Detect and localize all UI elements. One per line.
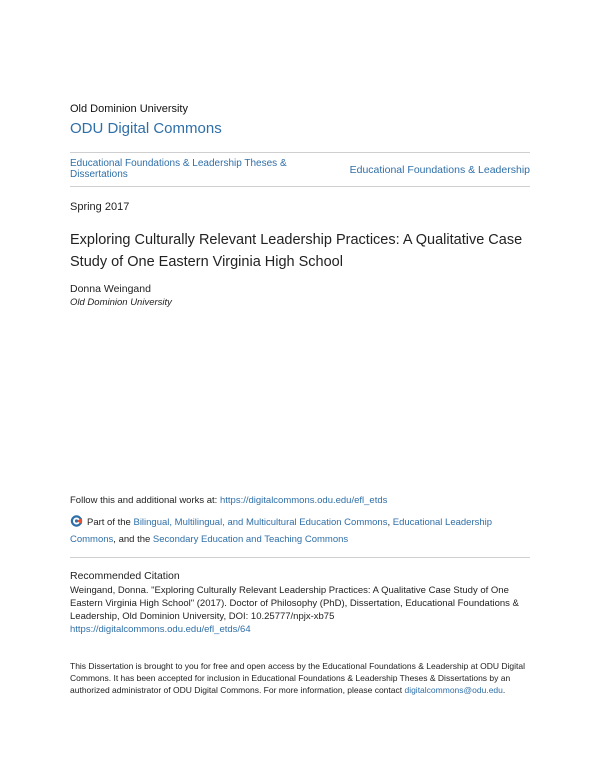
author-name: Donna Weingand (70, 283, 151, 295)
footer-notice (70, 660, 532, 696)
repository-link[interactable]: ODU Digital Commons (70, 120, 222, 137)
follow-url-link[interactable]: https://digitalcommons.odu.edu/efl_etds (219, 495, 388, 506)
citation-text: Weingand, Donna. "Exploring Culturally Relevant Leadership Practices: A Qualitative Case Study of One Eastern Virginia High School" (2017). Doctor of Philosophy (PhD), Dissertation, Educational Foundations & Leadership, Old Dominion University, DOI: 10.25777/npjx-xb75 (70, 585, 519, 622)
citation-heading: Recommended Citation (70, 570, 180, 582)
network-icon (70, 515, 83, 527)
document-title: Exploring Culturally Relevant Leadership Practices: A Qualitative Case Study of One Eastern Virginia High School (70, 232, 523, 270)
part-of-sep-1: , (387, 517, 393, 528)
part-of-sep-2: , and the (113, 534, 153, 545)
divider-bottom (70, 186, 530, 187)
citation-body (70, 584, 532, 636)
contact-email-link[interactable]: digitalcommons@odu.edu (404, 685, 503, 695)
footer-end: . (502, 685, 506, 695)
commons-link-secondary-education[interactable]: Secondary Education and Teaching Commons (152, 534, 349, 545)
department-link[interactable]: Educational Foundations & Leadership (349, 164, 530, 176)
commons-link-bilingual[interactable]: Bilingual, Multilingual, and Multicultural Education Commons (133, 517, 388, 528)
institution-name: Old Dominion University (70, 103, 188, 115)
follow-line (70, 495, 387, 506)
divider-top (70, 152, 530, 153)
part-of-prefix: Part of the (87, 517, 134, 528)
part-of-line (70, 514, 530, 548)
publication-date: Spring 2017 (70, 201, 130, 213)
divider-citation (70, 557, 530, 558)
author-affiliation: Old Dominion University (70, 297, 172, 308)
commons-link-educational-leadership[interactable]: Educational Leadership Commons (70, 517, 493, 545)
collection-link[interactable]: Educational Foundations & Leadership Theses & Dissertations (70, 158, 287, 180)
follow-prefix: Follow this and additional works at: (70, 495, 220, 506)
footer-text: This Dissertation is brought to you for free and open access by the Educational Foundations & Leadership at ODU Digital Commons. It has been accepted for inclusion in Educational Foundations & Leadership Theses & Dissertations by an authorized administrator of ODU Digital Commons. For more information, please contact (70, 661, 526, 695)
citation-url-link[interactable]: https://digitalcommons.odu.edu/efl_etds/64 (70, 624, 251, 635)
